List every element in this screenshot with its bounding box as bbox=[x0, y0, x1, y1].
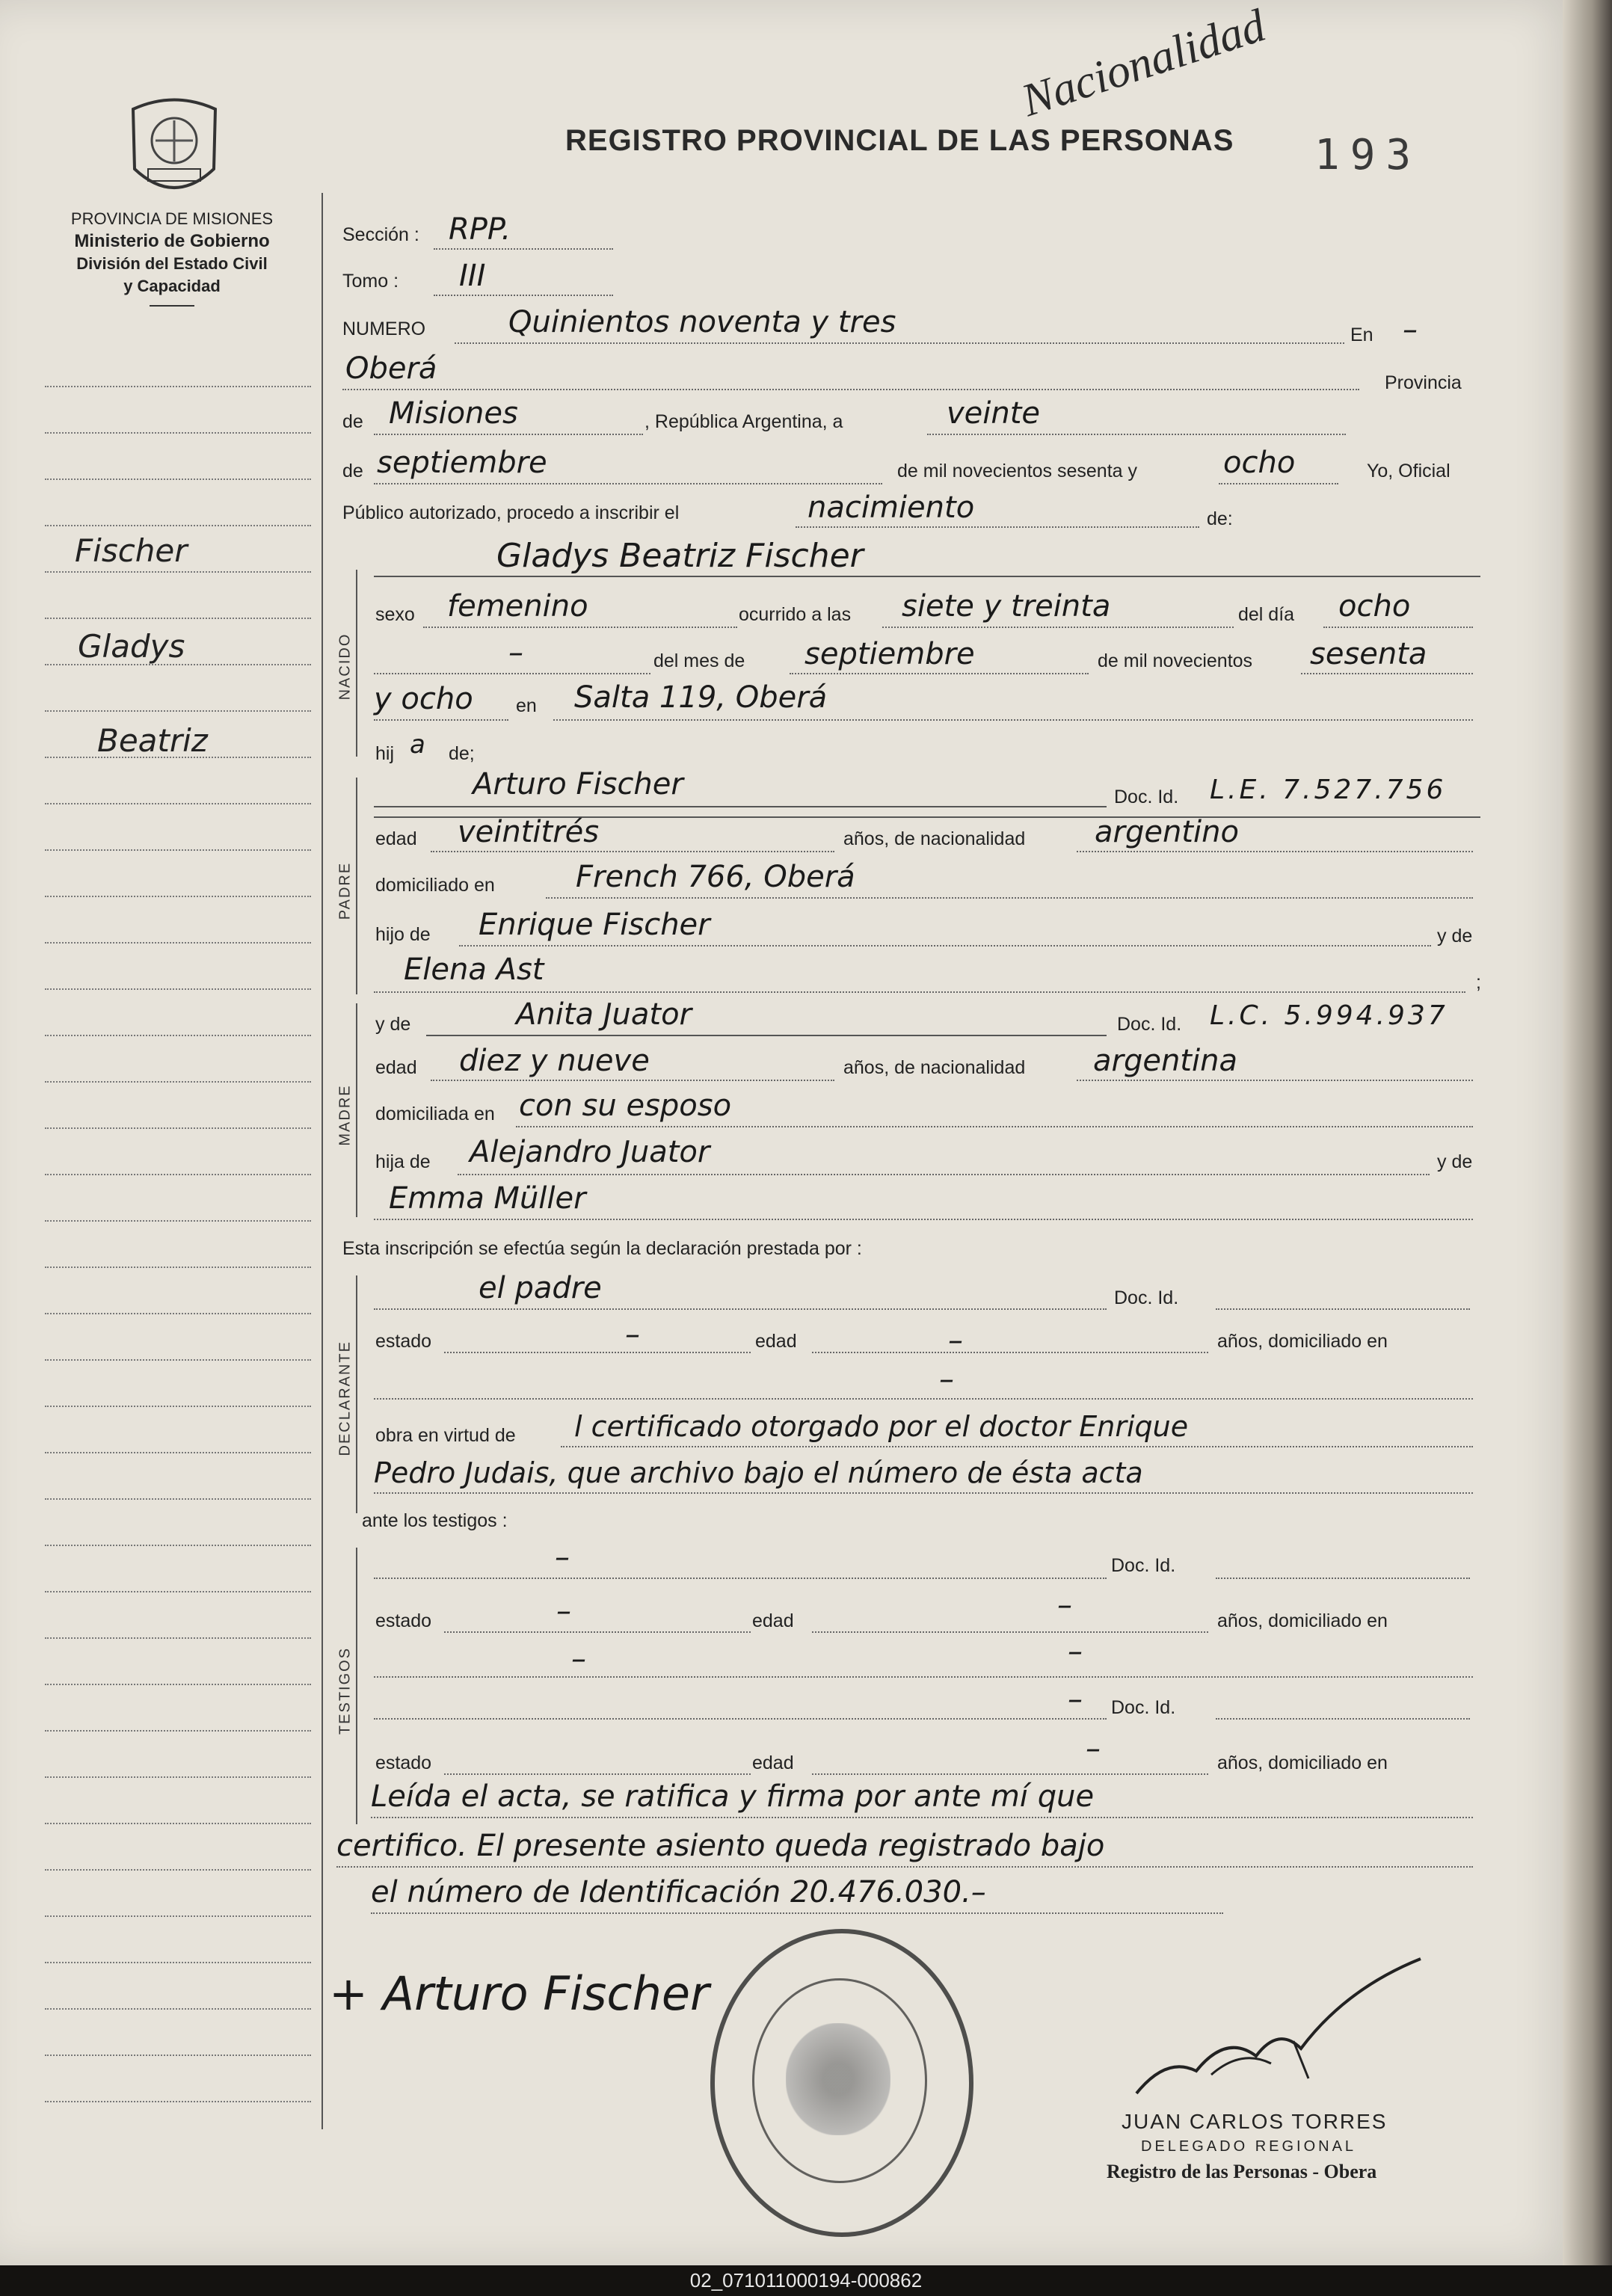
testigo1-estado-label: estado bbox=[375, 1610, 432, 1631]
padre-edad-line bbox=[431, 851, 834, 852]
madre-edad-label: edad bbox=[375, 1057, 417, 1078]
margin-rule bbox=[45, 386, 311, 387]
anio-value: ocho bbox=[1223, 446, 1296, 480]
margin-rule bbox=[45, 803, 311, 804]
testigo1-estado-line bbox=[444, 1631, 751, 1633]
testigo1-dom-dash-b: – bbox=[1068, 1634, 1083, 1669]
declarante-doc-label: Doc. Id. bbox=[1114, 1287, 1179, 1308]
madre-nac-line bbox=[1077, 1080, 1473, 1081]
declarante-dom-line bbox=[374, 1398, 1473, 1400]
province-label: PROVINCIA DE MISIONES bbox=[70, 209, 274, 228]
margin-rule bbox=[45, 1220, 311, 1222]
testigos-label: ante los testigos : bbox=[362, 1510, 508, 1531]
madre-madre-value: Emma Müller bbox=[389, 1181, 586, 1216]
official-signature-mark bbox=[1122, 1944, 1436, 2108]
book-spine-edge bbox=[1563, 0, 1612, 2265]
padre-yde-label: y de bbox=[1437, 926, 1473, 947]
declarant-signature: + Arturo Fischer bbox=[329, 1966, 710, 2021]
dia-nac-dash: – bbox=[508, 635, 523, 670]
seccion-value: RPP. bbox=[449, 212, 511, 247]
hora-line bbox=[882, 627, 1234, 628]
declarante-edad-line bbox=[812, 1352, 1208, 1353]
official-name: JUAN CARLOS TORRES bbox=[1122, 2110, 1388, 2133]
hij-suffix: a bbox=[410, 730, 425, 760]
divider bbox=[150, 305, 194, 307]
padre-doc-value: L.E. 7.527.756 bbox=[1210, 775, 1447, 805]
issuing-authority bbox=[30, 208, 314, 307]
handwritten-annotation: Nacionalidad bbox=[1015, 0, 1272, 127]
padre-nac-label: años, de nacionalidad bbox=[843, 828, 1026, 849]
margin-rule bbox=[45, 710, 311, 712]
closing-rule-3 bbox=[371, 1912, 1223, 1914]
testigo1-dom-line bbox=[374, 1676, 1473, 1678]
dia-nac-line2 bbox=[374, 673, 650, 674]
padre-name: Arturo Fischer bbox=[473, 767, 683, 801]
margin-rule bbox=[45, 1823, 311, 1824]
margin-rule bbox=[45, 1452, 311, 1453]
padre-hijode-label: hijo de bbox=[375, 924, 431, 945]
dia-nac-line bbox=[1323, 627, 1473, 628]
official-office: Registro de las Personas - Obera bbox=[1107, 2161, 1377, 2182]
testigo1-edad-line bbox=[812, 1631, 1208, 1633]
publico-label: Público autorizado, procedo a inscribir el bbox=[342, 502, 680, 523]
official-role: DELEGADO REGIONAL bbox=[1141, 2138, 1357, 2155]
mes-value: septiembre bbox=[377, 446, 547, 480]
padre-madre-line bbox=[374, 991, 1465, 993]
declaracion-label: Esta inscripción se efectúa según la declaración prestada por : bbox=[342, 1238, 862, 1259]
registrant-line bbox=[374, 576, 1480, 577]
padre-padre-line bbox=[459, 945, 1431, 947]
margin-rule bbox=[45, 988, 311, 990]
oficial-label: Yo, Oficial bbox=[1367, 461, 1451, 481]
obra-line-2 bbox=[374, 1492, 1473, 1494]
margin-rule bbox=[45, 432, 311, 434]
official-stamp bbox=[710, 1929, 973, 2237]
en-value: – bbox=[1403, 313, 1418, 347]
closing-line-1: Leída el acta, se ratifica y firma por ante mí que bbox=[371, 1779, 1095, 1814]
de-label: de bbox=[342, 411, 363, 432]
section-label-nacido: NACIDO bbox=[336, 633, 354, 701]
margin-first-name: Gladys bbox=[78, 628, 185, 665]
margin-rule bbox=[45, 1127, 311, 1129]
madre-madre-line bbox=[374, 1219, 1473, 1220]
testigo2-edad-line bbox=[812, 1773, 1208, 1775]
margin-rule bbox=[45, 1637, 311, 1639]
margin-rule bbox=[45, 1962, 311, 1963]
testigo2-dash: – bbox=[1068, 1682, 1083, 1717]
anio-nac-value-a: sesenta bbox=[1310, 637, 1427, 671]
testigo2-estado-label: estado bbox=[375, 1752, 432, 1773]
declarante-line bbox=[374, 1308, 1107, 1310]
testigo1-doc-line bbox=[1216, 1578, 1470, 1579]
margin-rule bbox=[45, 1684, 311, 1685]
division-label: División del Estado Civil bbox=[76, 254, 268, 273]
hij-label: hij bbox=[375, 743, 395, 764]
margin-rule bbox=[45, 2055, 311, 2056]
closing-rule-2 bbox=[336, 1866, 1473, 1868]
margin-rule bbox=[45, 942, 311, 944]
testigo1-estado-dash: – bbox=[556, 1594, 571, 1628]
numero-value: Quinientos noventa y tres bbox=[508, 305, 896, 339]
dia-nac-value: ocho bbox=[1338, 589, 1411, 624]
madre-yde2-label: y de bbox=[1437, 1151, 1473, 1172]
declarante-dom-label: años, domiciliado en bbox=[1217, 1331, 1388, 1352]
folio-number: 193 bbox=[1314, 131, 1422, 179]
madre-dom-label: domiciliada en bbox=[375, 1104, 495, 1124]
declarante-estado-dash: – bbox=[625, 1317, 640, 1352]
deldia-label: del día bbox=[1238, 604, 1295, 625]
provincia-line bbox=[374, 434, 643, 435]
closing-rule-1 bbox=[371, 1817, 1473, 1818]
madre-name-line bbox=[426, 1035, 1107, 1036]
declarante-doc-line bbox=[1216, 1308, 1470, 1310]
margin-rule bbox=[45, 896, 311, 897]
testigo1-dom-label: años, domiciliado en bbox=[1217, 1610, 1388, 1631]
section-label-declarante: DECLARANTE bbox=[336, 1341, 354, 1456]
lugar-nac-line bbox=[553, 719, 1473, 721]
provincia-label: Provincia bbox=[1385, 372, 1462, 393]
testigo2-doc-label: Doc. Id. bbox=[1111, 1697, 1176, 1718]
declarante-dom-dash: – bbox=[939, 1362, 954, 1397]
hora-value: siete y treinta bbox=[902, 589, 1111, 624]
madre-nac-label: años, de nacionalidad bbox=[843, 1057, 1026, 1078]
margin-rule bbox=[45, 478, 311, 480]
acto-value: nacimiento bbox=[807, 490, 975, 525]
testigo2-dom-label: años, domiciliado en bbox=[1217, 1752, 1388, 1773]
declarante-estado-line bbox=[444, 1352, 751, 1353]
padre-nac-value: argentino bbox=[1095, 815, 1239, 849]
margin-rule bbox=[45, 1359, 311, 1361]
de4-label: de; bbox=[449, 743, 475, 764]
margin-rule bbox=[45, 525, 311, 526]
ministry-label: Ministerio de Gobierno bbox=[74, 231, 270, 251]
testigo1-edad-dash: – bbox=[1057, 1588, 1072, 1622]
madre-dom-value: con su esposo bbox=[519, 1089, 732, 1123]
madre-dom-line bbox=[516, 1126, 1473, 1127]
madre-edad-line bbox=[431, 1080, 834, 1081]
document-title: REGISTRO PROVINCIAL DE LAS PERSONAS bbox=[565, 124, 1234, 157]
province-seal-icon bbox=[126, 94, 223, 197]
delmes-label: del mes de bbox=[653, 650, 745, 671]
tomo-line bbox=[434, 295, 613, 296]
dia-line bbox=[927, 434, 1346, 435]
declarante-edad-label: edad bbox=[755, 1331, 797, 1352]
semicolon: ; bbox=[1476, 972, 1481, 993]
anio-nac-line-a bbox=[1301, 673, 1473, 674]
margin-rule bbox=[45, 2101, 311, 2102]
madre-hijade-label: hija de bbox=[375, 1151, 431, 1172]
mes-nac-line bbox=[790, 673, 1089, 674]
madre-padre-line bbox=[458, 1174, 1430, 1175]
madre-doc-label: Doc. Id. bbox=[1117, 1014, 1182, 1035]
testigo1-dom-dash-a: – bbox=[571, 1642, 586, 1676]
margin-rule bbox=[45, 2008, 311, 2010]
margin-rule bbox=[45, 1174, 311, 1175]
anio-line bbox=[1219, 483, 1338, 484]
madre-yde-label: y de bbox=[375, 1014, 411, 1035]
obra-label: obra en virtud de bbox=[375, 1425, 516, 1446]
padre-nac-line bbox=[1077, 851, 1473, 852]
capacity-label: y Capacidad bbox=[123, 277, 221, 295]
margin-rule bbox=[45, 1035, 311, 1036]
padre-name-line bbox=[374, 806, 1107, 807]
numero-label: NUMERO bbox=[342, 318, 426, 339]
margin-rule bbox=[45, 1730, 311, 1732]
margin-rule bbox=[45, 1776, 311, 1778]
padre-dom-line bbox=[546, 897, 1473, 899]
de2-label: de bbox=[342, 461, 363, 481]
anio-nac-value-b: y ocho bbox=[374, 682, 473, 716]
margin-rule bbox=[45, 1267, 311, 1268]
testigo2-line bbox=[374, 1718, 1107, 1720]
obra-line-1 bbox=[561, 1446, 1473, 1447]
de3-label: de: bbox=[1207, 508, 1233, 529]
declarante-value: el padre bbox=[479, 1271, 602, 1305]
padre-madre-value: Elena Ast bbox=[404, 952, 544, 987]
milnov-label: de mil novecientos bbox=[1098, 650, 1253, 671]
margin-rule bbox=[45, 1591, 311, 1592]
margin-rule bbox=[45, 849, 311, 851]
tomo-label: Tomo : bbox=[342, 271, 399, 292]
testigo2-estado-line bbox=[444, 1773, 751, 1775]
mes-nac-value: septiembre bbox=[805, 637, 975, 671]
republica-label: , República Argentina, a bbox=[645, 411, 843, 432]
localidad-value: Oberá bbox=[345, 351, 437, 386]
mil-label: de mil novecientos sesenta y bbox=[897, 461, 1138, 481]
closing-line-2: certifico. El presente asiento queda registrado bajo bbox=[336, 1829, 1105, 1863]
margin-middle-name: Beatriz bbox=[97, 722, 208, 759]
sexo-line bbox=[423, 627, 737, 628]
sexo-label: sexo bbox=[375, 604, 415, 625]
en2-label: en bbox=[516, 695, 537, 716]
registrant-name: Gladys Beatriz Fischer bbox=[496, 537, 864, 575]
testigo2-doc-line bbox=[1216, 1718, 1470, 1720]
mes-line bbox=[374, 483, 882, 484]
closing-line-3: el número de Identificación 20.476.030.– bbox=[371, 1875, 986, 1909]
padre-padre-value: Enrique Fischer bbox=[479, 908, 710, 942]
seccion-label: Sección : bbox=[342, 224, 419, 245]
declarante-estado-label: estado bbox=[375, 1331, 432, 1352]
localidad-line bbox=[342, 389, 1359, 390]
tomo-value: III bbox=[459, 259, 486, 293]
margin-surname: Fischer bbox=[75, 532, 188, 569]
margin-rule bbox=[45, 1498, 311, 1500]
section-label-madre: MADRE bbox=[336, 1084, 354, 1146]
margin-rule bbox=[45, 1406, 311, 1407]
testigo1-edad-label: edad bbox=[752, 1610, 794, 1631]
madre-padre-value: Alejandro Juator bbox=[470, 1135, 710, 1169]
stamp-emblem bbox=[786, 2023, 890, 2135]
testigo2-edad-label: edad bbox=[752, 1752, 794, 1773]
testigo1-doc-label: Doc. Id. bbox=[1111, 1555, 1176, 1576]
ocurrido-label: ocurrido a las bbox=[739, 604, 852, 625]
padre-dom-value: French 766, Oberá bbox=[576, 860, 855, 894]
margin-rule bbox=[45, 1313, 311, 1314]
padre-edad-label: edad bbox=[375, 828, 417, 849]
obra-text-1: l certificado otorgado por el doctor Enrique bbox=[574, 1410, 1189, 1443]
testigo1-line bbox=[374, 1578, 1107, 1579]
margin-rule bbox=[45, 571, 311, 573]
acto-line bbox=[796, 526, 1199, 528]
column-divider bbox=[322, 193, 323, 2129]
testigo2-edad-dash: – bbox=[1086, 1732, 1101, 1766]
section-label-testigos: TESTIGOS bbox=[336, 1646, 354, 1735]
padre-dom-label: domiciliado en bbox=[375, 875, 495, 896]
margin-rule bbox=[45, 1081, 311, 1083]
padre-edad-value: veintitrés bbox=[458, 815, 600, 849]
en-label: En bbox=[1350, 324, 1373, 345]
lugar-nac-value: Salta 119, Oberá bbox=[574, 680, 828, 715]
sexo-value: femenino bbox=[447, 589, 588, 624]
seccion-line bbox=[434, 248, 613, 250]
provincia-value: Misiones bbox=[389, 396, 518, 431]
madre-edad-value: diez y nueve bbox=[459, 1044, 650, 1078]
section-label-padre: PADRE bbox=[336, 861, 354, 920]
madre-name: Anita Juator bbox=[516, 997, 692, 1032]
image-identifier: 02_071011000194-000862 bbox=[0, 2265, 1612, 2296]
margin-rule bbox=[45, 618, 311, 619]
testigo1-dash: – bbox=[555, 1540, 570, 1575]
margin-rule bbox=[45, 1915, 311, 1917]
declarante-edad-dash: – bbox=[948, 1323, 963, 1358]
padre-doc-label: Doc. Id. bbox=[1114, 787, 1179, 807]
margin-rule bbox=[45, 1545, 311, 1546]
madre-nac-value: argentina bbox=[1093, 1044, 1237, 1078]
madre-doc-value: L.C. 5.994.937 bbox=[1210, 1000, 1448, 1031]
margin-rule bbox=[45, 1869, 311, 1871]
numero-line bbox=[455, 342, 1344, 344]
anio-nac-line-b bbox=[374, 719, 508, 721]
dia-value: veinte bbox=[947, 396, 1041, 431]
obra-text-2: Pedro Judais, que archivo bajo el número de ésta acta bbox=[374, 1456, 1143, 1489]
